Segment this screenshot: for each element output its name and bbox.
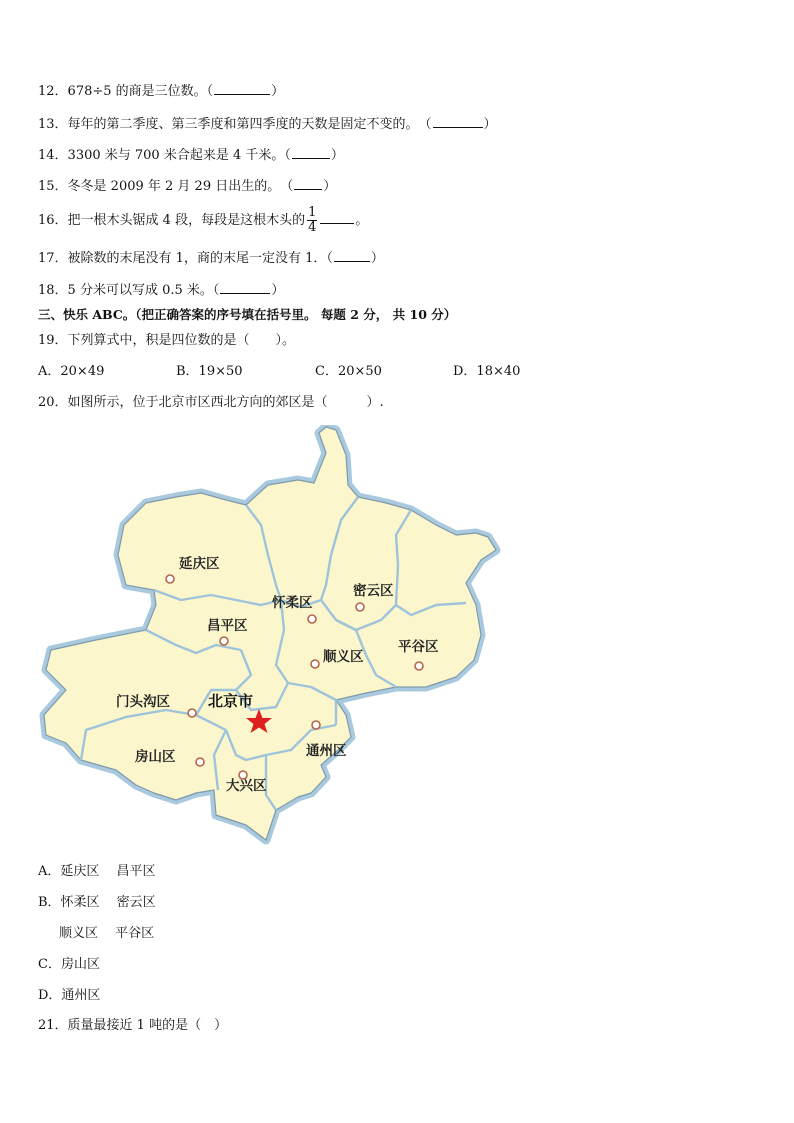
close-paren: ）	[483, 117, 497, 132]
label-huairou: 怀柔区	[272, 595, 313, 611]
q17	[38, 249, 384, 268]
close-paren: ）	[271, 84, 285, 99]
answer-blank[interactable]	[214, 82, 270, 95]
answer-blank[interactable]	[220, 281, 270, 294]
label-mentougou: 门头沟区	[116, 694, 170, 710]
q15	[38, 177, 336, 196]
label-beijing: 北京市	[208, 692, 254, 710]
label-pinggu: 平谷区	[398, 639, 439, 655]
q20: 20．如图所示，位于北京市区西北方向的郊区是（ ）.	[38, 395, 384, 410]
q13-text: 13．每年的第二季度、第三季度和第四季度的天数是固定不变的。 （	[38, 117, 432, 132]
q12	[38, 82, 284, 101]
answer-blank[interactable]	[320, 211, 354, 224]
label-tongzhou: 通州区	[306, 743, 347, 759]
label-miyun: 密云区	[353, 583, 394, 599]
q13	[38, 115, 497, 134]
label-shunyi: 顺义区	[323, 649, 364, 665]
q20-option-d[interactable]: D．通州区	[38, 988, 101, 1003]
q19-option-a[interactable]: A．20×49	[38, 364, 105, 379]
label-yanqing: 延庆区	[179, 556, 220, 572]
fraction	[307, 206, 317, 235]
q20-option-c[interactable]: C．房山区	[38, 957, 100, 972]
fraction-numerator: 1	[308, 205, 317, 220]
map-outline	[44, 427, 496, 840]
q20-option-a[interactable]: A．延庆区 昌平区	[38, 864, 156, 879]
label-changping: 昌平区	[207, 618, 248, 634]
q19-option-b[interactable]: B．19×50	[176, 364, 243, 379]
mentougou-dot	[188, 709, 196, 717]
close-paren: ）	[271, 283, 285, 298]
q19: 19．下列算式中，积是四位数的是（ ）。	[38, 333, 296, 348]
q12-text: 12．678÷5 的商是三位数。（	[38, 84, 214, 99]
q21: 21．质量最接近 1 吨的是（ ）	[38, 1018, 228, 1033]
huairou-dot	[308, 615, 316, 623]
answer-blank[interactable]	[292, 146, 330, 159]
beijing-district-map	[36, 425, 516, 850]
close-paren: ）	[370, 251, 384, 266]
label-daxing: 大兴区	[226, 778, 267, 794]
label-fangshan: 房山区	[135, 749, 176, 765]
answer-blank[interactable]	[334, 249, 370, 262]
answer-blank[interactable]	[294, 177, 322, 190]
yanqing-dot	[166, 575, 174, 583]
changping-dot	[220, 637, 228, 645]
q20-option-b-line2[interactable]: 顺义区 平谷区	[59, 926, 155, 941]
q15-text: 15．冬冬是 2009 年 2 月 29 日出生的。 （	[38, 179, 294, 194]
q19-option-c[interactable]: C．20×50	[315, 364, 382, 379]
section-3-title: 三、快乐 ABC。（把正确答案的序号填在括号里。 每题 2 分， 共 10 分）	[38, 307, 457, 322]
q17-text: 17．被除数的末尾没有 1，商的末尾一定没有 1．（	[38, 251, 333, 266]
period: 。	[355, 213, 369, 228]
q14-text: 14．3300 米与 700 米合起来是 4 千米。（	[38, 148, 291, 163]
fangshan-dot	[196, 758, 204, 766]
q16	[38, 204, 368, 238]
fraction-denominator: 4	[308, 220, 317, 235]
q18-text: 18．5 分米可以写成 0.5 米。（	[38, 283, 220, 298]
tongzhou-dot	[312, 721, 320, 729]
q16-text: 16．把一根木头锯成 4 段，每段是这根木头的	[38, 213, 306, 228]
q18	[38, 281, 284, 300]
q19-option-d[interactable]: D．18×40	[453, 364, 521, 379]
close-paren: ）	[330, 148, 344, 163]
close-paren: ）	[323, 179, 337, 194]
miyun-dot	[356, 603, 364, 611]
pinggu-dot	[415, 662, 423, 670]
shunyi-dot	[311, 660, 319, 668]
q20-option-b[interactable]: B．怀柔区 密云区	[38, 895, 156, 910]
answer-blank[interactable]	[433, 115, 483, 128]
q14	[38, 146, 344, 165]
